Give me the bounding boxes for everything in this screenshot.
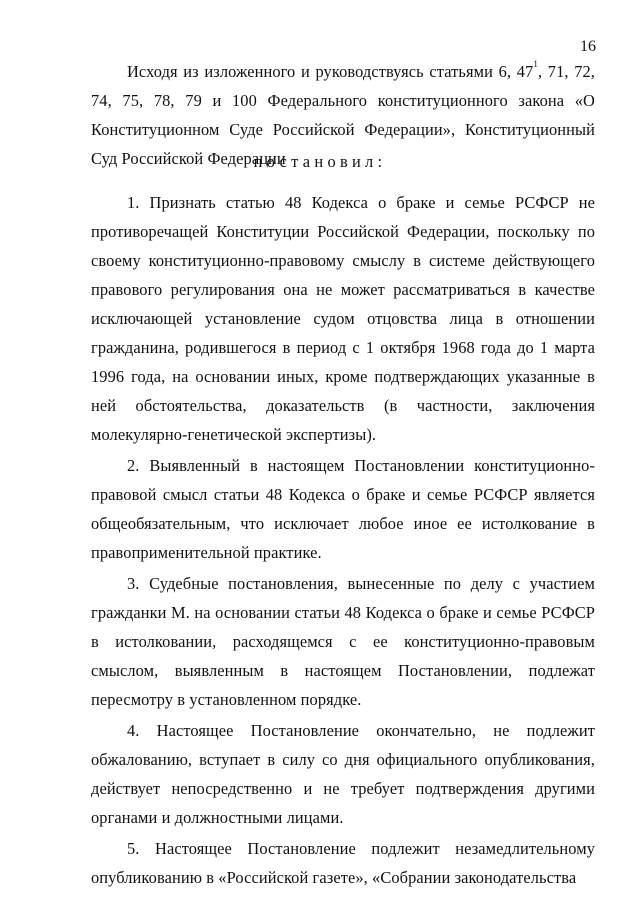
resolution-items [91,188,595,894]
resolution-item-5: 5. Настоящее Постановление подлежит незамедлительному опубликованию в «Российской газете», «Собрании законодательства [91,839,595,887]
resolution-item-3: 3. Судебные постановления, вынесенные по делу с участием гражданки М. на основании статьи 48 Кодекса о браке и семье РСФСР в истолковании, расходящемся с ее конституционно-правовым смыслом, выявленным в настоящем Постановлении, подлежат пересмотру в установленном порядке. [91,574,595,709]
resolution-heading: постановил: [253,152,387,171]
article-superscript: 1 [533,59,538,69]
resolution-item-1: 1. Признать статью 48 Кодекса о браке и семье РСФСР не противоречащей Конституции Российской Федерации, поскольку по своему конституционно-правовому смыслу в системе действующего правового регулирования она не может рассматриваться в качестве исключающей установление судом отцовства лица в отношении гражданина, родившегося в период с 1 октября 1968 года до 1 марта 1996 года, на основании иных, кроме подтверждающих указанные в ней обстоятельства, доказательств (в частности, заключения молекулярно-генетической экспертизы). [91,193,595,444]
page-number: 16 [580,38,596,55]
resolution-item-2: 2. Выявленный в настоящем Постановлении конституционно-правовой смысл статьи 48 Кодекса о браке и семье РСФСР является общеобязательным, что исключает любое иное ее истолкование в правоприменительной практике. [91,456,595,562]
intro-text-part2: , 71, 72, 74, 75, 78, 79 и 100 Федерального конституционного закона «О Конституционном Суде Российской Федерации», Конституционный Суд Российской Федерации [91,62,595,168]
resolution-item-4: 4. Настоящее Постановление окончательно, не подлежит обжалованию, вступает в силу со дня официального опубликования, действует непосредственно и не требует подтверждения другими органами и должностными лицами. [91,721,595,827]
intro-text-part1: Исходя из изложенного и руководствуясь статьями 6, 47 [127,62,534,81]
